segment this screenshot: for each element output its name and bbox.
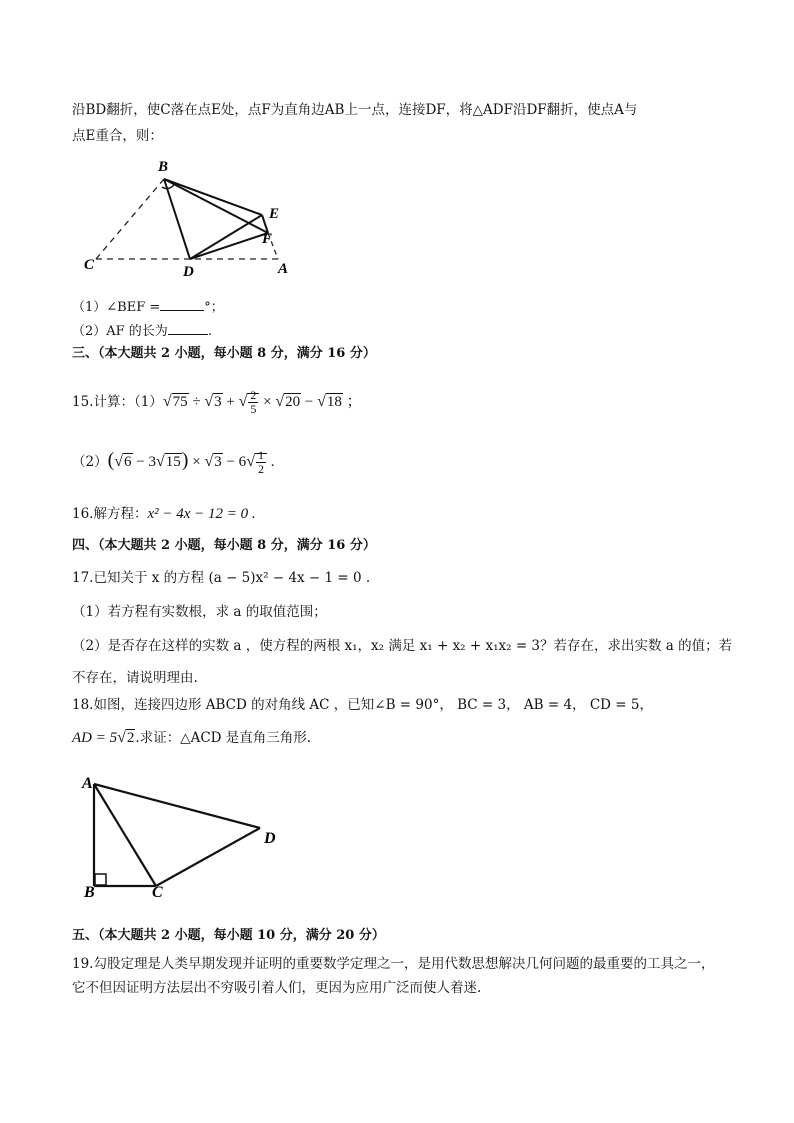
label-a: A (278, 261, 289, 277)
line-de (190, 215, 262, 259)
label-c: C (84, 257, 95, 273)
q17-line-4: 不存在，请说明理由. (72, 670, 198, 686)
q14-part1-suffix: °； (204, 300, 224, 315)
q16 (72, 504, 256, 524)
section-5-title: 五、（本大题共 2 小题，每小题 10 分，满分 20 分） (72, 928, 385, 943)
figure-2-quadrilateral (78, 768, 288, 888)
answer-blank-1 (160, 296, 204, 311)
q19-line-2: 它不但因证明方法层出不穷吸引着人们，更因为应用广泛而使人着迷. (72, 980, 482, 996)
q15-part-1 (72, 388, 362, 416)
q15-part-2 (72, 446, 274, 476)
section-3-title: 三、（本大题共 2 小题，每小题 8 分，满分 16 分） (72, 346, 376, 361)
right-angle-mark-b (95, 874, 106, 885)
q18-ad-prefix: AD = 5 (72, 730, 118, 746)
line-ac (94, 784, 156, 886)
label-a: A (82, 775, 93, 792)
q16-equation: x² − 4x − 12 = 0 . (147, 506, 256, 522)
q17-line-2: （1）若方程有实数根，求 a 的取值范围； (72, 604, 327, 620)
answer-blank-2 (168, 320, 208, 335)
q15-part2-label: （2） (72, 454, 108, 470)
label-c: C (152, 884, 163, 901)
label-b: B (158, 159, 169, 175)
line-be (164, 179, 262, 215)
q18-line-1: 18.如图，连接四边形 ABCD 的对角线 AC ，已知∠B = 90°， BC = 3， AB = 4， CD = 5， (72, 697, 653, 713)
q19-line-1: 19.勾股定理是人类早期发现并证明的重要数学定理之一，是用代数思想解决几何问题的最重要的工具之一， (72, 956, 715, 972)
section-4-title: 四、（本大题共 2 小题，每小题 8 分，满分 16 分） (72, 538, 376, 553)
q14-part1-prefix: （1）∠BEF = (72, 300, 161, 315)
label-d: D (183, 264, 194, 280)
q15-label: 15.计算：（1） (72, 394, 163, 410)
q17-line-3: （2）是否存在这样的实数 a ，使方程的两根 x₁，x₂ 满足 x₁ + x₂ + x₁x₂ = 3？若存在，求出实数 a 的值；若 (72, 638, 733, 654)
q18-line-2: AD = 5√2.求证：△ACD 是直角三角形. (72, 729, 312, 746)
q18-ad-radicand: 2 (126, 730, 135, 746)
q18-ad-suffix: .求证：△ACD 是直角三角形. (135, 730, 312, 746)
angle-mark-b (162, 185, 174, 189)
q14-part-2 (72, 320, 212, 342)
figure-1-fold-diagram (82, 155, 297, 280)
figure-2-bottom-labels (78, 830, 288, 901)
q15-part1-expression: √75 ÷ √3 + √ $\frac{2}{5}$ × √20 − √18 ； (162, 388, 362, 417)
dashed-line-bc (96, 179, 164, 259)
intro-line-2: 点E重合，则： (72, 128, 163, 144)
line-df (190, 233, 268, 259)
q14-part2-suffix: . (207, 324, 212, 339)
line-ad (94, 784, 260, 828)
q14-part2-prefix: （2）AF 的长为 (72, 324, 168, 339)
q15-part2-expression: (√6 − 3√15) × √3 − 6√ $\frac{1}{2}$ . (107, 448, 275, 477)
label-b: B (84, 884, 95, 901)
q17-line-1: 17.已知关于 x 的方程 (a − 5)x² − 4x − 1 = 0 . (72, 570, 371, 586)
intro-line-1: 沿BD翻折，使C落在点E处，点F为直角边AB上一点，连接DF，将△ADF沿DF翻折，使点A与 (72, 102, 638, 118)
q14-part-1 (72, 296, 224, 318)
line-cd (156, 828, 260, 886)
q16-prefix: 16.解方程： (72, 506, 148, 522)
label-d: D (264, 830, 276, 847)
label-e: E (269, 206, 280, 222)
label-f: F (262, 231, 273, 247)
